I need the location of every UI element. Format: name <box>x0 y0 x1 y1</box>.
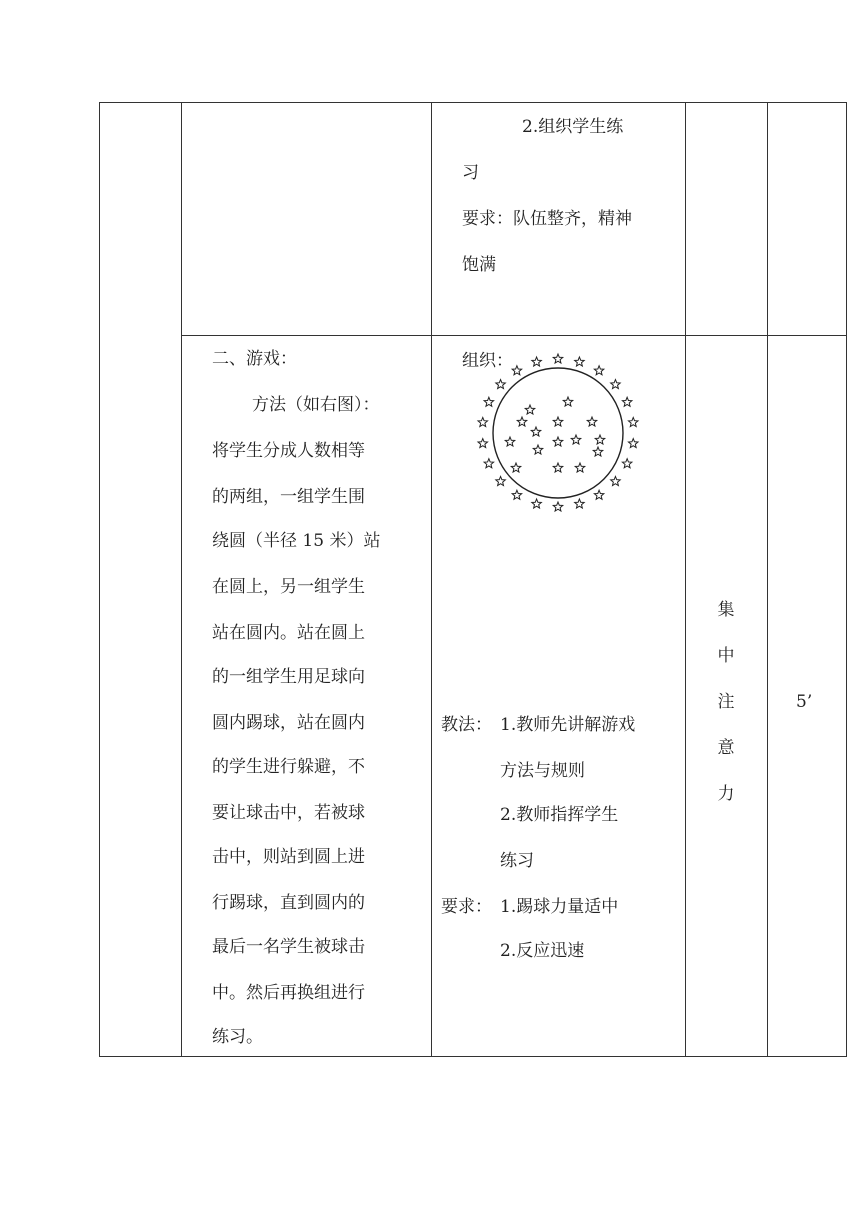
game-description-line: 练习。 <box>212 1027 263 1047</box>
focus-char: 注 <box>717 692 735 712</box>
time-value: 5’ <box>796 692 813 712</box>
star-icon <box>517 417 527 426</box>
table-left-border <box>99 102 100 1057</box>
game-description-line: 绕圆（半径 15 米）站 <box>212 531 381 551</box>
star-icon <box>531 427 541 436</box>
star-icon <box>611 380 621 389</box>
star-icon <box>525 405 535 414</box>
game-description-line: 的学生进行躲避，不 <box>212 757 365 777</box>
star-icon <box>563 397 573 406</box>
student-markers <box>478 354 638 511</box>
star-icon <box>594 490 604 499</box>
table-right-border <box>846 102 847 1057</box>
star-icon <box>628 417 638 426</box>
row-divider <box>181 335 847 336</box>
teaching-method-item: 练习 <box>500 851 534 871</box>
star-icon <box>593 447 603 456</box>
star-icon <box>484 397 494 406</box>
row1-method-line: 习 <box>462 163 479 183</box>
game-description-line: 的一组学生用足球向 <box>212 667 365 687</box>
star-icon <box>512 490 522 499</box>
star-icon <box>478 417 488 426</box>
star-icon <box>553 502 563 511</box>
game-description-line: 最后一名学生被球击 <box>212 937 365 957</box>
star-icon <box>575 499 585 508</box>
star-icon <box>496 476 506 485</box>
star-icon <box>622 397 632 406</box>
star-icon <box>622 459 632 468</box>
formation-diagram <box>470 350 650 520</box>
game-description-line: 要让球击中，若被球 <box>212 803 365 823</box>
focus-char: 中 <box>717 646 735 666</box>
star-icon <box>571 435 581 444</box>
focus-char: 意 <box>717 738 735 758</box>
requirement-item: 2.反应迅速 <box>500 941 585 961</box>
game-description-line: 的两组，一组学生围 <box>212 487 365 507</box>
game-description-line: 击中，则站到圆上进 <box>212 847 365 867</box>
star-icon <box>511 463 521 472</box>
teaching-method-label: 教法： <box>441 715 492 735</box>
row1-method-line: 要求：队伍整齐，精神 <box>462 209 632 229</box>
game-description-line: 圆内踢球，站在圆内 <box>212 713 365 733</box>
teaching-method-item: 方法与规则 <box>500 761 585 781</box>
table-top-border <box>99 102 847 103</box>
star-icon <box>575 357 585 366</box>
row1-method-line: 饱满 <box>462 255 496 275</box>
star-icon <box>532 357 542 366</box>
requirement-label: 要求： <box>441 897 492 917</box>
game-section-title: 二、游戏： <box>212 349 297 369</box>
star-icon <box>553 354 563 363</box>
star-icon <box>532 499 542 508</box>
star-icon <box>478 439 488 448</box>
game-description-line: 行踢球，直到圆内的 <box>212 893 365 913</box>
star-icon <box>628 439 638 448</box>
star-icon <box>594 366 604 375</box>
teaching-method-item: 1.教师先讲解游戏 <box>500 715 636 735</box>
star-icon <box>505 437 515 446</box>
star-icon <box>484 459 494 468</box>
teaching-method-item: 2.教师指挥学生 <box>500 805 619 825</box>
star-icon <box>553 463 563 472</box>
star-icon <box>533 445 543 454</box>
focus-vertical-text <box>711 587 741 817</box>
column-divider-1 <box>181 102 182 1057</box>
star-icon <box>553 437 563 446</box>
game-method-heading: 方法（如右图）： <box>252 395 380 415</box>
row1-method-line: 2.组织学生练 <box>522 117 624 137</box>
game-description-line: 中。然后再换组进行 <box>212 983 365 1003</box>
table-bottom-border <box>99 1056 847 1057</box>
star-icon <box>595 435 605 444</box>
formation-circle <box>493 368 623 498</box>
focus-char: 集 <box>717 600 735 620</box>
focus-char: 力 <box>717 784 735 804</box>
organization-label: 组织： <box>462 351 513 371</box>
requirement-item: 1.踢球力量适中 <box>500 897 619 917</box>
star-icon <box>575 463 585 472</box>
column-divider-3 <box>685 102 686 1057</box>
game-description-line: 站在圆内。站在圆上 <box>212 623 365 643</box>
star-icon <box>587 417 597 426</box>
column-divider-2 <box>431 102 432 1057</box>
star-icon <box>512 366 522 375</box>
game-description-line: 将学生分成人数相等 <box>212 441 365 461</box>
game-description-line: 在圆上，另一组学生 <box>212 577 365 597</box>
star-icon <box>611 476 621 485</box>
column-divider-4 <box>767 102 768 1057</box>
star-icon <box>553 417 563 426</box>
star-icon <box>496 380 506 389</box>
